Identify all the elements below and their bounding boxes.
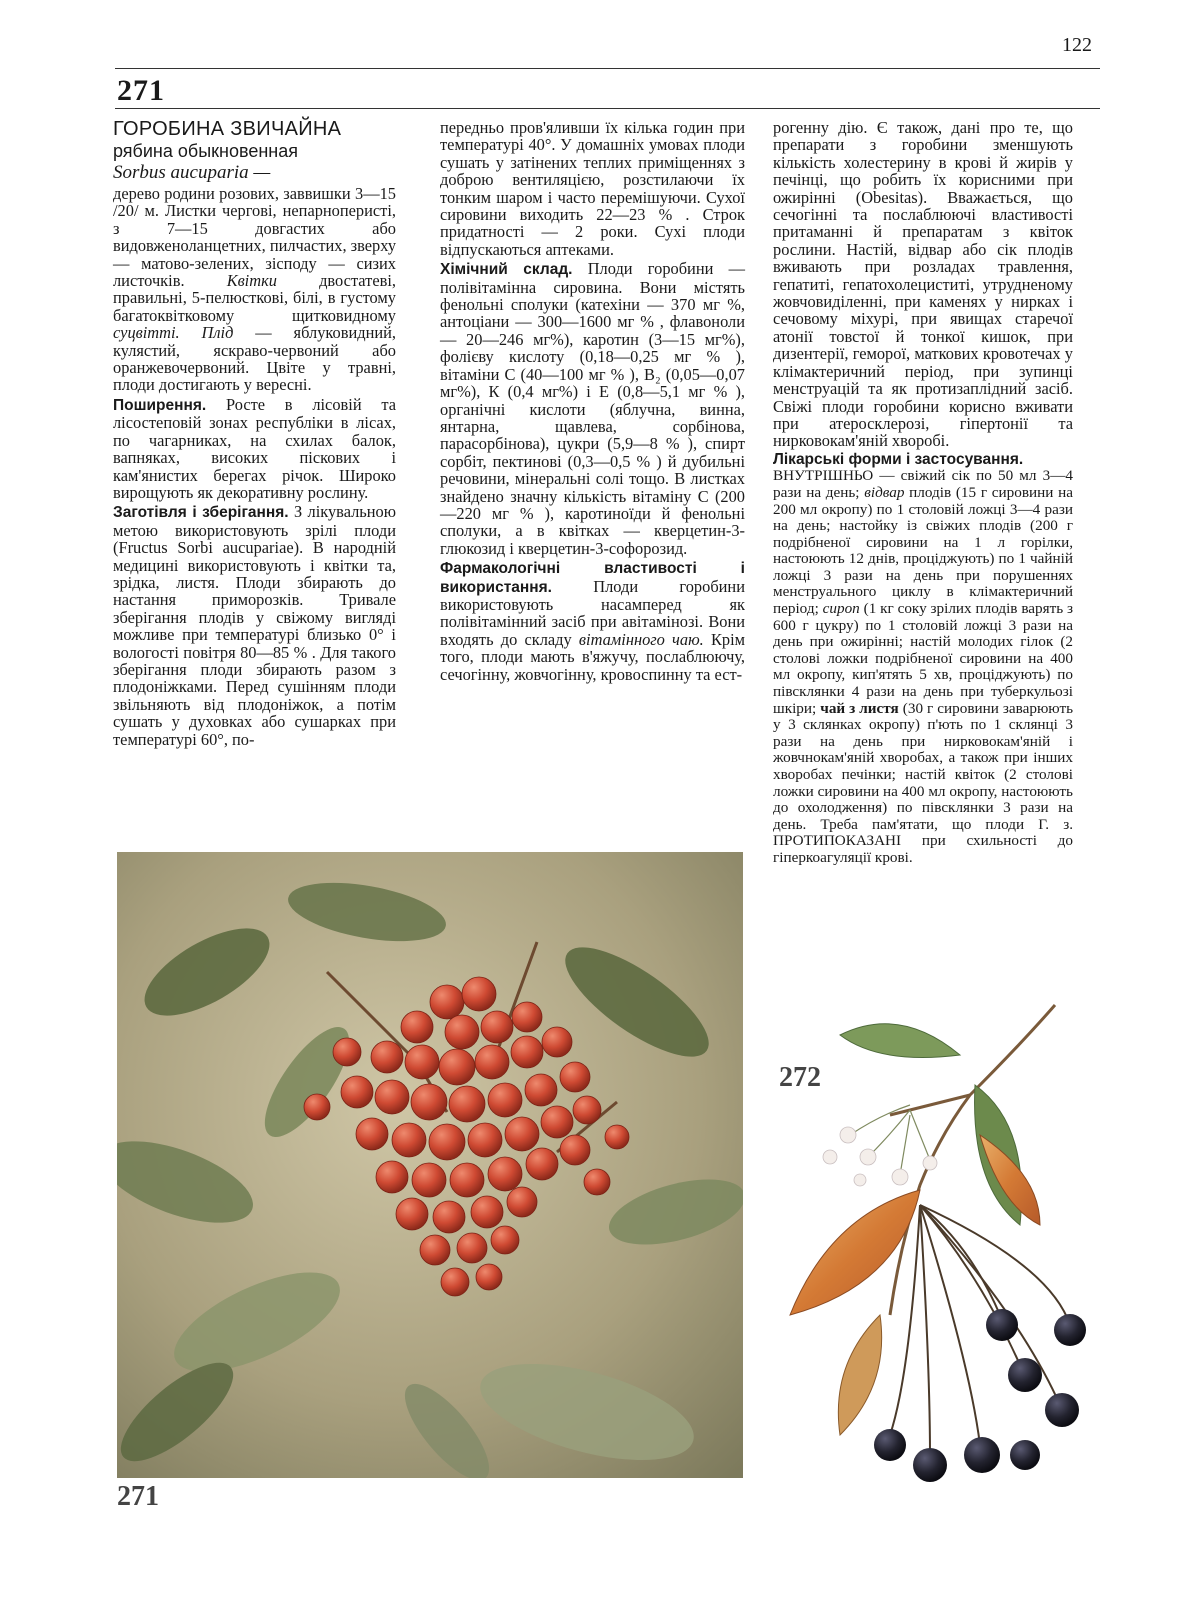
header-rule [115, 108, 1100, 109]
page-number: 122 [1062, 34, 1092, 56]
syrup-label: сироп [822, 600, 860, 618]
description-text: двостатеві, правильні, 5-пелюсткові, білі, в густому багатоквітковому щитковидному [113, 271, 396, 325]
description-text: — яблуковидний, кулястий, яскраво-червоний або оранжевочервоний. Цвіте у травні, плоди достигають у вересні. [113, 323, 396, 395]
inflorescence-label: суцвітті. [113, 323, 180, 343]
pharmacology-continuation: рогенну дію. Є також, дані про те, що препарати з горобини зменшують кількість холестерину в крові й жирів у печінці, що робить їх корисними при ожирінні (Obesitas). Вважається, що сечогінні та послаблюючі властивості притаманні й препаратам з квіток рослини. Настій, відвар або сік плодів вживають при розладах травлення, гепатиті, гепатохолециститі, утрудненому жовчовиділенні, при каменях у нирках і сечовому міхурі, при явищах старечої атонії товстої й тонкої кишок, при дизентерії, геморої, маткових кровотечах у клімактеричний період, при зупинці менструацій та як протизаплідний засіб. Свіжі плоди горобини корисно вживати при атеросклерозі, гіпертонії та нирковокам'яній хворобі. [773, 118, 1073, 451]
plant-title: ГОРОБИНА ЗВИЧАЙНА [113, 118, 342, 140]
pharmacology-paragraph [440, 559, 745, 683]
pharmacology-text: Плоди горобини використовують насамперед як полівітамінний засіб при авітамінозі. Вони входять до складу [440, 576, 745, 649]
harvest-paragraph [113, 503, 396, 748]
distribution-text: Росте в лісовій та лісостеповій зонах республіки в лісах, по чагарниках, на схилах балок, вапняках, високих піскових і кам'янистих берегах річок. Широко вирощують як декоративну рослину. [113, 394, 396, 502]
illustration-label: 272 [779, 1062, 821, 1093]
column-3 [773, 119, 1073, 869]
description-text: дерево родини розових, заввишки 3—15 /20/ м. Листки чергові, непарноперисті, з 7—15 довгастих або видовженоланцетних, пилчастих, зверху — матово-зелених, зісподу — сизих листочків. [113, 184, 397, 291]
dosage-text: плодів (15 г сировини на 200 мл окропу) по 1 столовій ложці 3—4 рази на день; настойку із свіжих плодів (200 г подрібненої сировини на 1 л горілки, настоюють 12 днів, проціджують) по 1 чайній ложці 3 рази на день при порушеннях менструального циклу в клімактеричний період; [773, 483, 1074, 618]
composition-heading: Хімічний склад. [440, 261, 573, 279]
dosage-heading: Лікарські форми і застосування. [773, 450, 1024, 468]
contraindication-label: ПРОТИПОКАЗАНІ [773, 832, 902, 850]
internal-use-label: ВНУТРІШНЬО [773, 467, 874, 485]
russian-name: рябина обыкновенная [113, 141, 298, 161]
photo-label: 271 [117, 1481, 159, 1512]
composition-paragraph [440, 260, 745, 557]
composition-text: Плоди горобини — полівітамінна сировина. Вони містять фенольні сполуки (катехіни — 370 мг %, антоціани — 300—1600 мг % , флавоноли — 20—246 мг%), каротин (3—15 мг%), фолієву кислоту (0,18—0,25 мг % ), вітаміни С (40—100 мг % ), В₂ (0,05—0,07 мг%), К (0,4 мг%) і Е (0,8—5,1 мг % ), органічні кислоти (яблучна, винна, янтарна, щавлева, сорбінова, парасорбінова), цукри (5,9—8 % ), спирт сорбіт, пектинові (0,3—0,5 % ) й дубильні речовини, мінеральні солі тощо. В листках знайдено значну кількість вітаміну С (200—220 мг % ), каротиноїди й фенольні сполуки, а в квітках — кверцетин-3-глюкозид і кверцетин-3-софорозид. [440, 259, 745, 558]
harvest-text: З лікувальною метою використовують зрілі плоди (Fructus Sorbi aucupariae). В народній медицині використовують і квітки та, зрідка, листя. Плоди збирають до настання приморозків. Тривале зберігання плодів у свіжому вигляді можливе при температурі близько 0° і вологості повітря 80—85 % . Для такого зберігання плоди збирають разом з плодоніжками. Перед сушінням плоди звільняють від плодоніжок, а потім сушать у духовках або сушарках при температурі 60°, по- [113, 502, 396, 749]
harvest-continuation: передньо пров'яливши їх кілька годин при температурі 40°. У домашніх умовах плоди сушать у затінених теплих приміщеннях з доброю вентиляцією, розстилаючи їх тонким шаром і часто перемішуючи. Сухої сировини виходить 22—23 % . Строк придатності — 2 роки. Сухі плоди відпускаються аптеками. [440, 118, 745, 259]
flowers-label: Квітки [226, 271, 277, 291]
rowan-photo-art [117, 852, 743, 1478]
dosage-text: (1 кг соку зрілих плодів варять з 600 г цукру) по 1 столовій ложці 3 рази на день при ожирінні; настій молодих гілок (2 столові ложки подрібненої сировини на 400 мл окропу, кип'ятять 5 хв, проціджують) по півсклянки 4 рази на день при туберкульозі шкіри; [773, 600, 1074, 717]
vitamin-tea-term: вітамінного чаю. [578, 629, 704, 649]
dosage-paragraph [773, 452, 1073, 867]
distribution-paragraph [113, 396, 396, 501]
decoction-label: відвар [864, 483, 905, 501]
top-rule [115, 68, 1100, 69]
rowan-berries-photo [117, 852, 743, 1478]
entry-number: 271 [117, 74, 165, 107]
pharmacology-heading: Фармакологічні властивості і використання. [440, 560, 745, 596]
harvest-heading: Заготівля і зберігання. [113, 504, 289, 522]
fruit-label: Плід [201, 323, 234, 343]
leaf-tea-label: чай з листя [820, 699, 899, 717]
description-paragraph [113, 185, 396, 394]
distribution-heading: Поширення. [113, 396, 207, 414]
column-2 [440, 119, 745, 685]
latin-name: Sorbus aucuparia — [113, 162, 271, 183]
column-1 [113, 119, 396, 750]
pharmacology-text: Крім того, плоди мають в'яжучу, послаблюючу, сечогінну, жовчогінну, кровоспинну та ест- [440, 629, 745, 684]
dosage-text: (30 г сировини заварюють у 3 склянках окропу) п'ють по 1 склянці 3 рази на день при нирковокам'яній і жовчнокам'яній хворобах, а також при інших хворобах печінки; настій квіток (2 столові ложки сировини на 400 мл окропу, настоюють до охолодження) по півсклянки 3 рази на день. Треба пам'ятати, що плоди Г. з. [773, 699, 1074, 833]
dosage-text: — свіжий сік по 50 мл 3—4 рази на день; [773, 467, 1073, 501]
dosage-text: при схильності до гіперкоагуляції крові. [773, 832, 1073, 866]
